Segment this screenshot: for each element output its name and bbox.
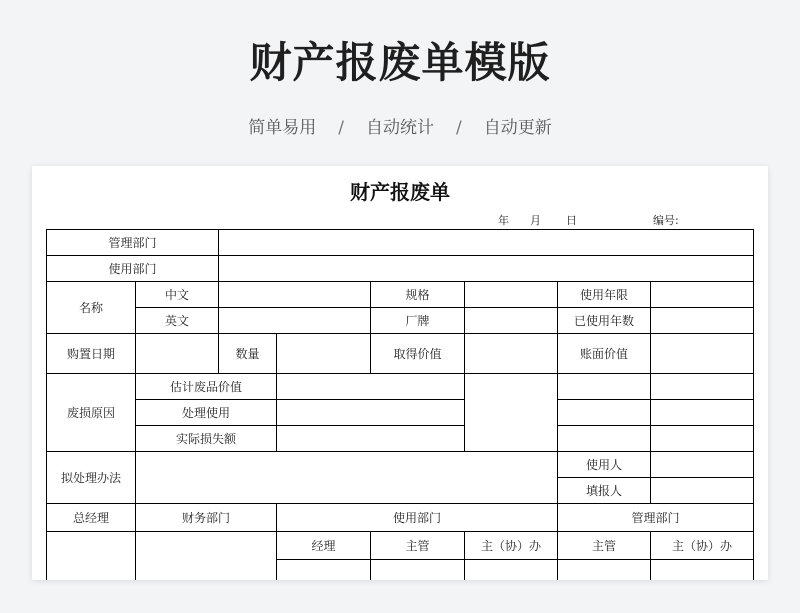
actual-loss-field[interactable] <box>277 426 465 452</box>
used-years-field[interactable] <box>651 308 754 334</box>
feature-tag: 简单易用 <box>248 118 317 138</box>
form-title: 财产报废单 <box>350 180 450 204</box>
supervisor-label: 主管 <box>371 532 465 560</box>
quantity-field[interactable] <box>277 334 371 374</box>
mgmt-supervisor-sign-field[interactable] <box>558 560 651 581</box>
feature-tag: 自动统计 <box>366 118 434 138</box>
disposal-use-label: 处理使用 <box>136 400 277 426</box>
handler-label: 主（协）办 <box>465 532 558 560</box>
mgmt-supervisor-label: 主管 <box>558 532 651 560</box>
brand-label: 厂牌 <box>371 308 465 334</box>
filler-field[interactable] <box>651 478 754 504</box>
mgmt-handler-label: 主（协）办 <box>651 532 754 560</box>
table-row <box>47 282 754 308</box>
damage-extra-field[interactable] <box>558 400 651 426</box>
manager-sign-field[interactable] <box>277 560 371 581</box>
spec-label: 规格 <box>371 282 465 308</box>
scrap-form-table <box>46 229 754 580</box>
used-years-label: 已使用年数 <box>558 308 651 334</box>
use-dept-sign-label: 使用部门 <box>277 504 558 532</box>
est-scrap-value-label: 估计废品价值 <box>136 374 277 400</box>
damage-extra-field[interactable] <box>651 374 754 400</box>
date-day-label: 日 <box>566 214 577 227</box>
table-row <box>47 532 754 560</box>
date-month-label: 月 <box>530 214 541 227</box>
mgmt-dept-sign-label: 管理部门 <box>558 504 754 532</box>
damage-merged-field[interactable] <box>465 374 558 452</box>
user-label: 使用人 <box>558 452 651 478</box>
english-label: 英文 <box>136 308 219 334</box>
table-row <box>47 308 754 334</box>
table-row <box>47 256 754 282</box>
feature-tags <box>0 113 800 138</box>
filler-label: 填报人 <box>558 478 651 504</box>
est-scrap-value-field[interactable] <box>277 374 465 400</box>
purchase-date-field[interactable] <box>136 334 219 374</box>
table-row <box>47 452 754 478</box>
form-sheet <box>32 166 768 580</box>
proposed-method-label: 拟处理办法 <box>47 452 136 504</box>
disposal-use-field[interactable] <box>277 400 465 426</box>
mgmt-dept-field[interactable] <box>219 230 754 256</box>
use-dept-label: 使用部门 <box>47 256 219 282</box>
mgmt-dept-label: 管理部门 <box>47 230 219 256</box>
damage-reason-label: 废损原因 <box>47 374 136 452</box>
proposed-method-field[interactable] <box>136 452 558 504</box>
tag-separator: / <box>456 118 462 138</box>
table-row <box>47 334 754 374</box>
damage-extra-field[interactable] <box>651 426 754 452</box>
purchase-date-label: 购置日期 <box>47 334 136 374</box>
table-row <box>47 230 754 256</box>
use-dept-field[interactable] <box>219 256 754 282</box>
mgmt-handler-sign-field[interactable] <box>651 560 754 581</box>
book-value-field[interactable] <box>651 334 754 374</box>
feature-tag: 自动更新 <box>483 118 552 138</box>
table-row <box>47 504 754 532</box>
tag-separator: / <box>338 118 344 138</box>
acquired-value-label: 取得价值 <box>371 334 465 374</box>
spec-field[interactable] <box>465 282 558 308</box>
quantity-label: 数量 <box>219 334 277 374</box>
handler-sign-field[interactable] <box>465 560 558 581</box>
table-row <box>47 426 754 452</box>
form-number-label: 编号: <box>653 214 679 227</box>
book-value-label: 账面价值 <box>558 334 651 374</box>
user-field[interactable] <box>651 452 754 478</box>
table-row <box>47 400 754 426</box>
damage-extra-field[interactable] <box>558 426 651 452</box>
gm-sign-field[interactable] <box>47 532 136 581</box>
page-title: 财产报废单模版 <box>249 38 551 87</box>
damage-extra-field[interactable] <box>651 400 754 426</box>
service-life-label: 使用年限 <box>558 282 651 308</box>
damage-extra-field[interactable] <box>558 374 651 400</box>
service-life-field[interactable] <box>651 282 754 308</box>
finance-dept-label: 财务部门 <box>136 504 277 532</box>
gm-label: 总经理 <box>47 504 136 532</box>
table-row <box>47 374 754 400</box>
english-name-field[interactable] <box>219 308 371 334</box>
acquired-value-field[interactable] <box>465 334 558 374</box>
name-label: 名称 <box>47 282 136 334</box>
date-year-label: 年 <box>498 214 509 227</box>
brand-field[interactable] <box>465 308 558 334</box>
actual-loss-label: 实际损失额 <box>136 426 277 452</box>
finance-sign-field[interactable] <box>136 532 277 581</box>
chinese-name-field[interactable] <box>219 282 371 308</box>
manager-label: 经理 <box>277 532 371 560</box>
chinese-label: 中文 <box>136 282 219 308</box>
supervisor-sign-field[interactable] <box>371 560 465 581</box>
